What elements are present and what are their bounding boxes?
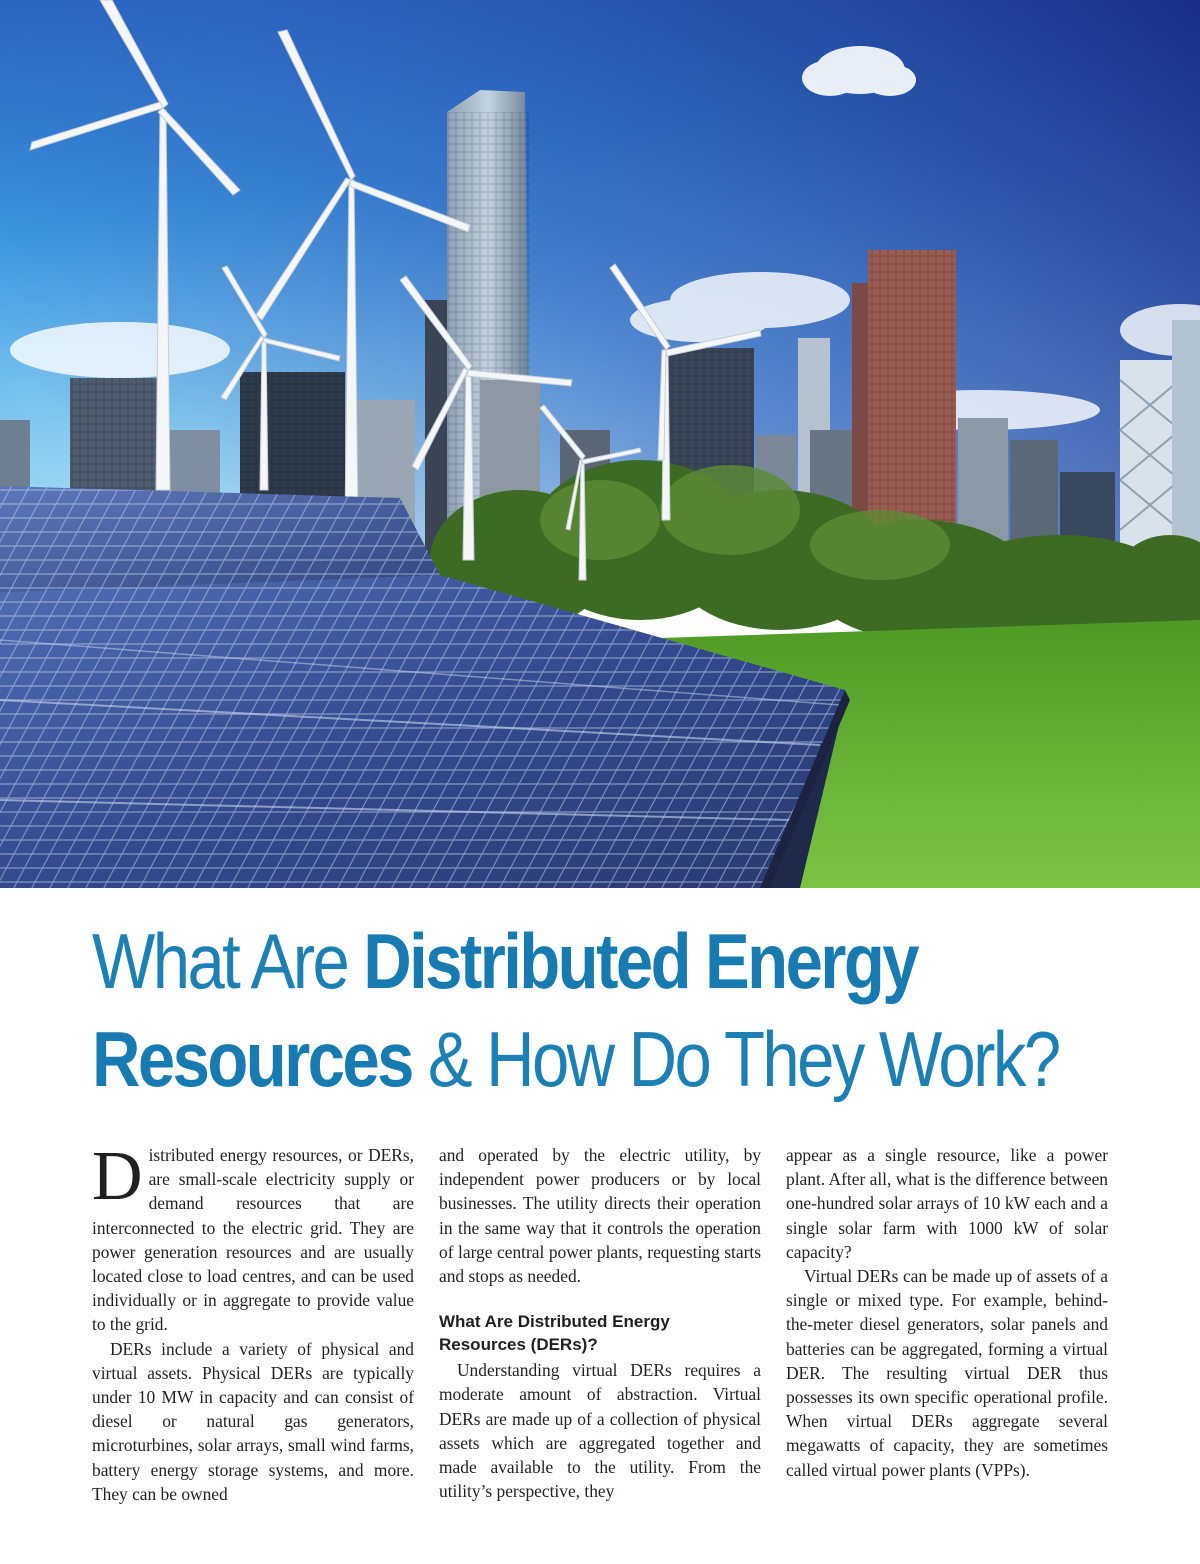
title-line-1: What Are Distributed Energy xyxy=(92,917,917,1005)
column-2 xyxy=(439,1143,761,1503)
section-heading: What Are Distributed Energy Resources (DERs)? xyxy=(439,1312,670,1355)
article-body xyxy=(92,1138,1108,1553)
paragraph: Understanding virtual DERs requires a moderate amount of abstraction. Virtual DERs are made up of a collection of physical assets which are aggregated together and made available to the utility. From the utility’s perspective, they xyxy=(439,1360,761,1502)
paragraph: appear as a single resource, like a power plant. After all, what is the difference between one-hundred solar arrays of 10 kW each and a single solar farm with 1000 kW of solar capacity? xyxy=(786,1145,1108,1262)
column-3 xyxy=(786,1143,1108,1482)
paragraph: DERs include a variety of physical and virtual assets. Physical DERs are typically under 10 MW in capacity and can consist of diesel or natural gas generators, microturbines, solar arrays, small wind farms, battery energy storage systems, and more. They can be owned xyxy=(92,1338,414,1504)
title-line-2: Resources & How Do They Work? xyxy=(92,1015,1059,1103)
paragraph: Virtual DERs can be made up of assets of a single or mixed type. For example, behind-the-meter diesel generators, solar panels and batteries can be aggregated, forming a virtual DER. The resulting virtual DER thus possesses its own specific operational profile. When virtual DERs aggregate several megawatts of capacity, they are sometimes called virtual power plants (VPPs). xyxy=(786,1266,1108,1480)
column-1 xyxy=(92,1138,414,1506)
article-title xyxy=(92,912,1059,1108)
paragraph: and operated by the electric utility, by independent power producers or by local businesses. The utility directs their operation in the same way that it controls the operation of large central power plants, requesting starts and stops as needed. xyxy=(439,1145,761,1287)
paragraph-intro: Distributed energy resources, or DERs, are small-scale electricity supply or demand resources that are interconnected to the electric grid. They are power generation resources and are usually located close to load centres, and can be used individually or in aggregate to provide value to the grid. xyxy=(92,1138,414,1335)
drop-cap: D xyxy=(92,1138,143,1215)
